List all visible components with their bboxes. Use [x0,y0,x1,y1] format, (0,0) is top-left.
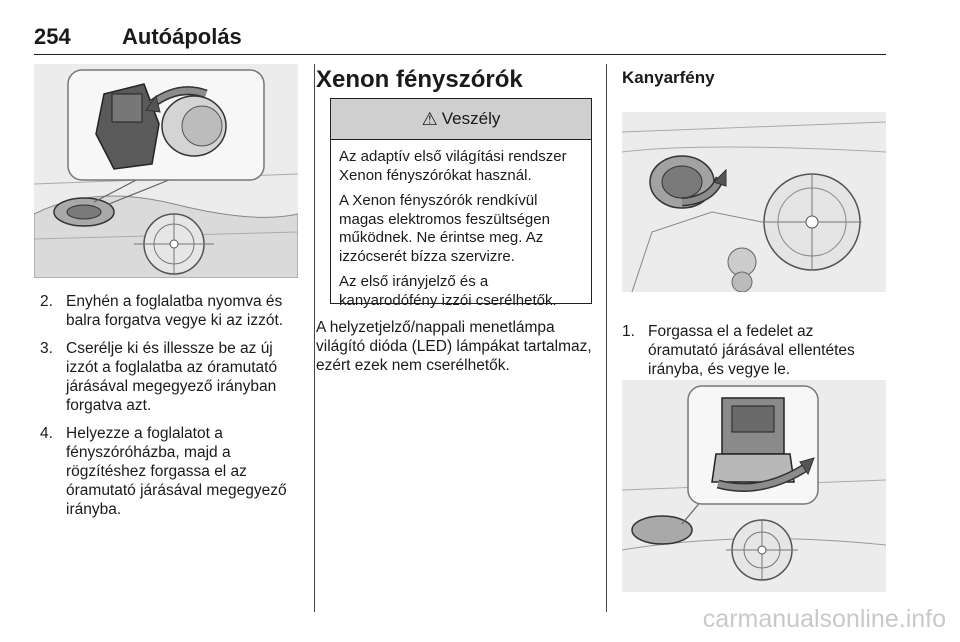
headlamp-cover-illustration [622,112,886,292]
step-list-right [622,322,886,388]
section-title-xenon: Xenon fényszórók [316,66,523,93]
list-item: 2. Enyhén a foglalatba nyomva és balra forgatva vegye ki az izzót. [40,293,284,329]
chapter-title: Autóápolás [122,24,242,49]
section-title-kanyarfeny: Kanyarfény [622,68,715,87]
danger-paragraph: Az adaptív első világítási rendszer Xenon fényszórókat használ. [339,148,567,184]
page-header [34,24,886,55]
danger-warning-box [330,98,592,309]
bulb-socket-illustration [34,64,298,278]
step-list-left [40,292,298,528]
danger-body [331,140,591,310]
danger-label: Veszély [441,109,501,128]
list-item: 1. Forgassa el a fedelet az óramutató járásával ellentétes irányba, és vegye le. [622,323,855,378]
list-item: 4. Helyezze a foglalatot a fényszóróházba, majd a rögzítéshez forgassa el az óramutató járásával megegyező irányba. [40,425,287,518]
watermark: carmanualsonline.info [702,605,946,633]
page-number: 254 [34,24,71,49]
led-paragraph: A helyzetjelző/nappali menetlámpa világító dióda (LED) lámpákat tartalmaz, ezért ezek nem cserélhetők. [316,319,592,374]
danger-paragraph: A Xenon fényszórók rendkívül magas elektromos feszültségen működnek. Ne érintse meg. Az izzócserét bízza szervizre. [339,192,550,265]
cornering-light-socket-illustration [622,380,886,592]
danger-header [331,99,591,140]
danger-paragraph: Az első irányjelző és a kanyarodófény izzói cserélhetők. [339,273,557,309]
list-item: 3. Cserélje ki és illessze be az új izzót a foglalatba az óramutató járásával megegyező irányban forgatva azt. [40,340,278,414]
column-divider-left [314,64,315,612]
column-divider-right [606,64,607,612]
warning-triangle-icon: ⚠ [421,108,438,129]
